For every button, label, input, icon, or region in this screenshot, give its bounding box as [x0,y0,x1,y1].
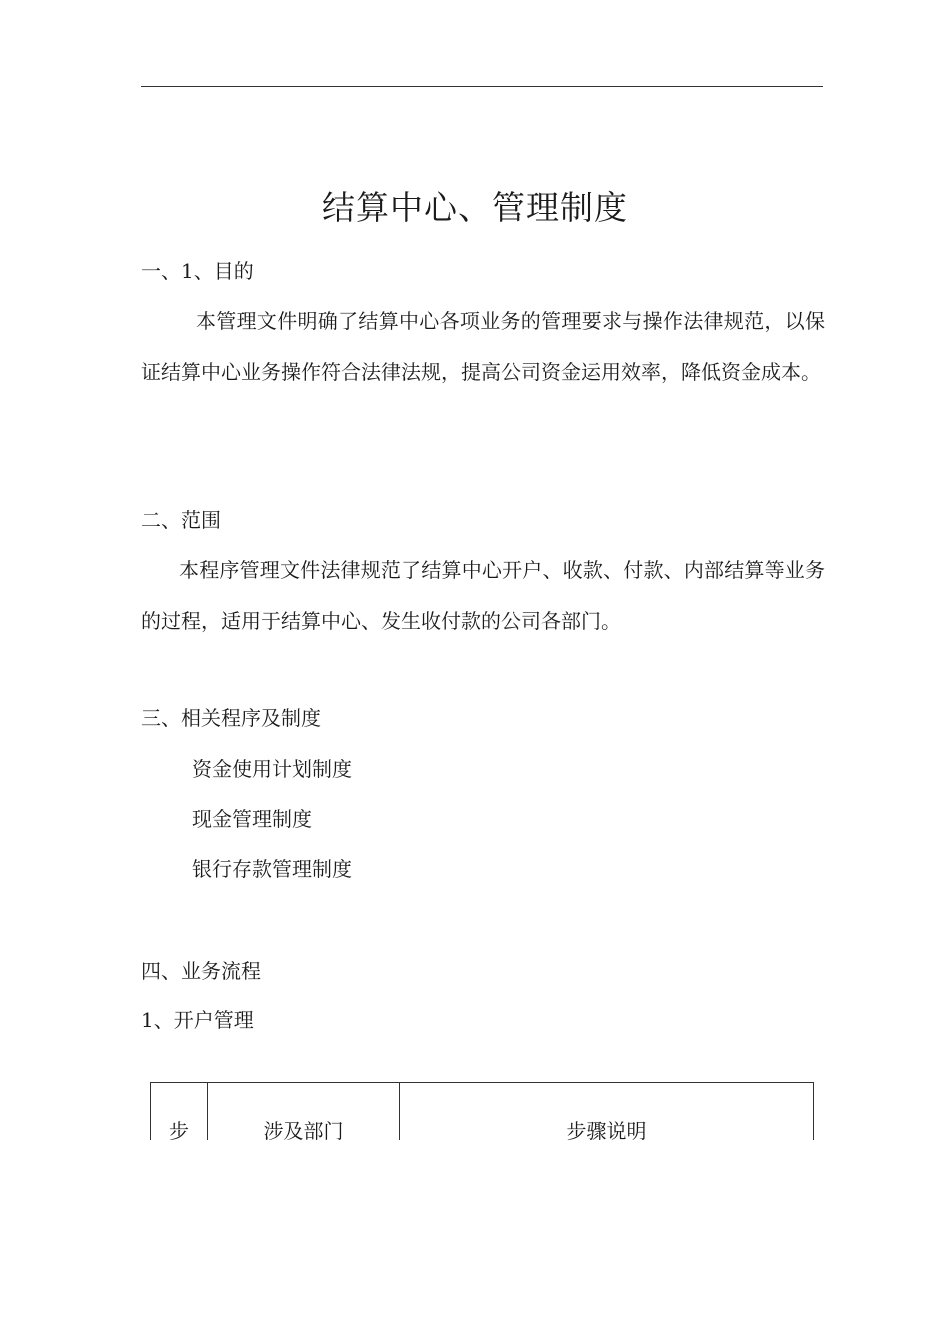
table-header-cell: 步骤说明 [400,1083,814,1141]
table-header-row [151,1083,814,1141]
related-item: 银行存款管理制度 [192,857,352,881]
table-header-cell: 涉及部门 [208,1083,400,1141]
section-heading-scope: 二、范围 [141,508,221,532]
related-item: 现金管理制度 [192,807,312,831]
section-heading-purpose: 一、1、目的 [141,259,254,283]
page-title: 结算中心、管理制度 [322,188,628,227]
table-header-cell: 步 [151,1083,208,1141]
process-table [150,1082,814,1143]
section-body-scope: 本程序管理文件法律规范了结算中心开户、收款、付款、内部结算等业务的过程，适用于结算中心、发生收付款的公司各部门。 [141,558,825,633]
header-rule [141,86,823,87]
related-item: 资金使用计划制度 [192,757,352,781]
section-body-purpose: 本管理文件明确了结算中心各项业务的管理要求与操作法律规范，以保证结算中心业务操作符合法律法规，提高公司资金运用效率，降低资金成本。 [141,309,825,384]
section-heading-process: 四、业务流程 [141,959,261,983]
section-heading-related: 三、相关程序及制度 [141,706,321,730]
subsection-heading-account-opening: 1、开户管理 [141,1008,254,1032]
